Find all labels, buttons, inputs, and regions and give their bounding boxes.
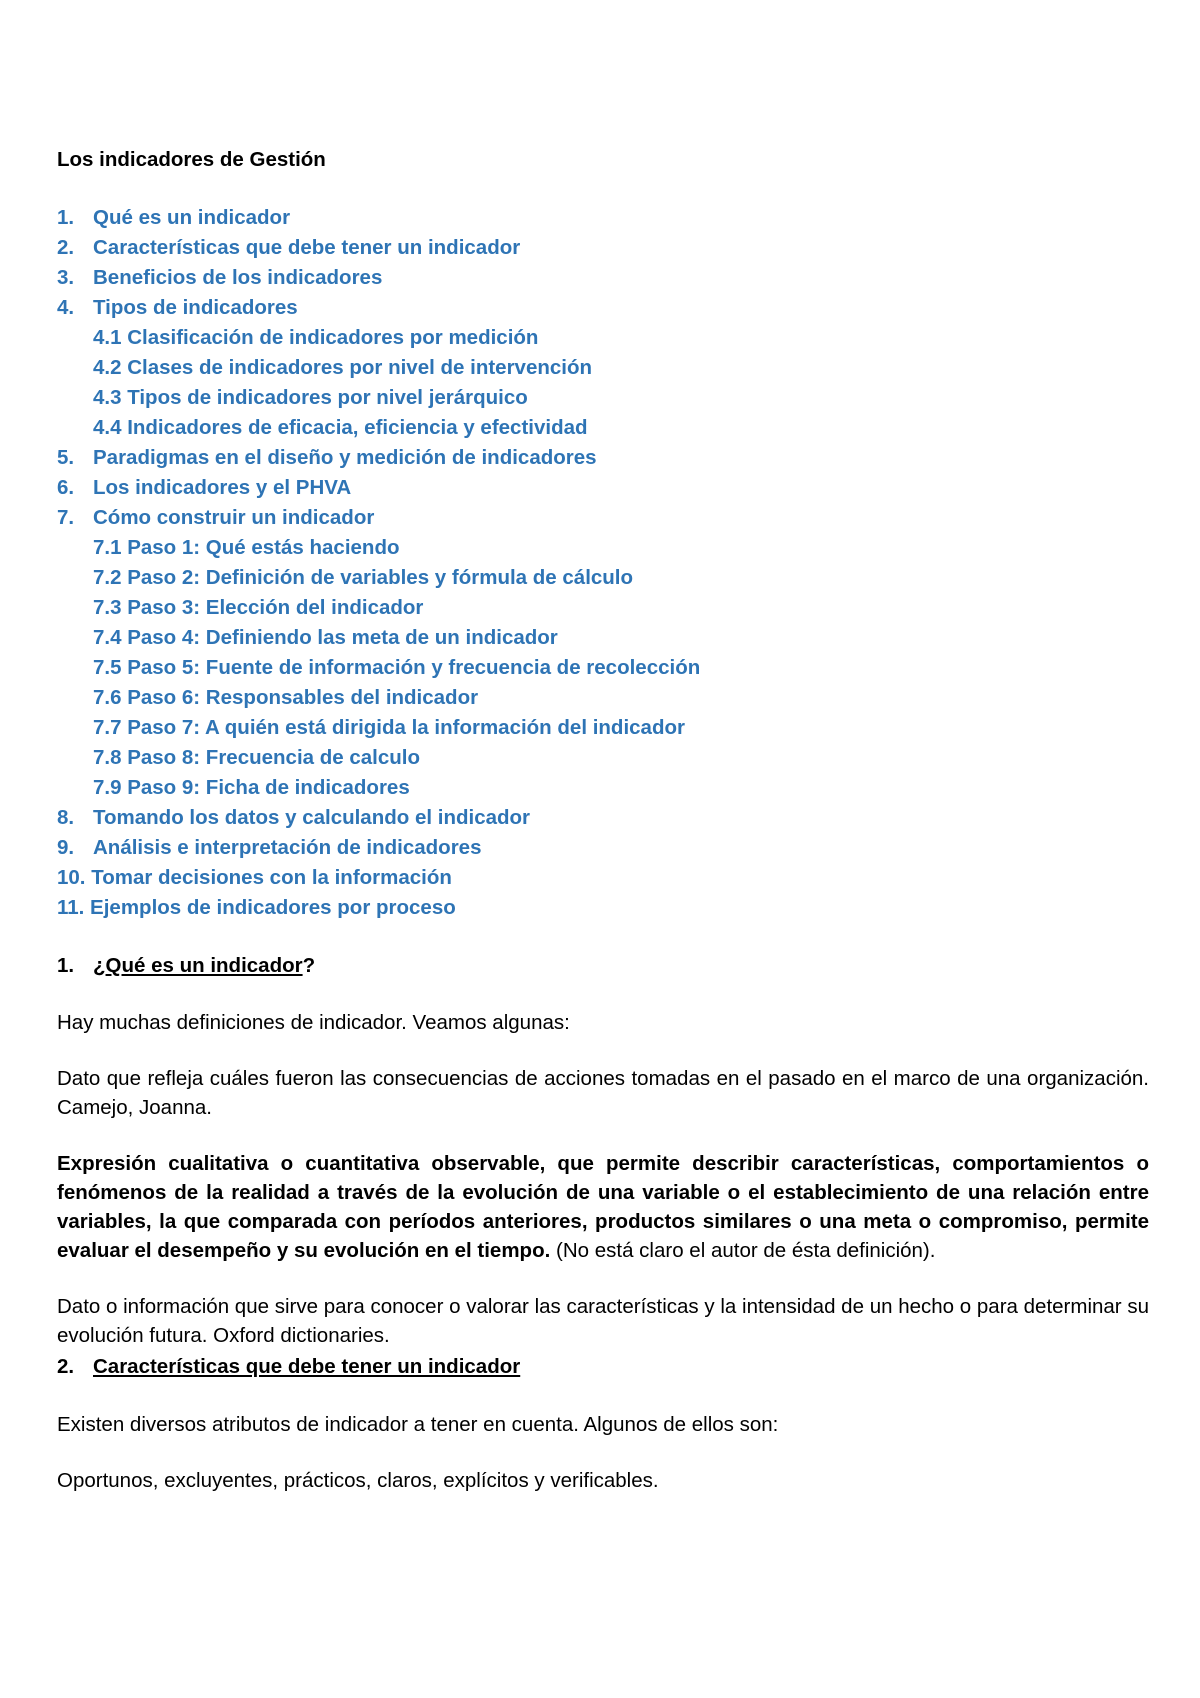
toc-item[interactable]: [57, 413, 1149, 443]
toc-item[interactable]: [57, 683, 1149, 713]
toc-item-number: 6.: [57, 476, 75, 499]
toc-item-label: Beneficios de los indicadores: [93, 266, 383, 289]
toc-item-number: 9.: [57, 836, 75, 859]
definition-1: Dato que refleja cuáles fueron las consecuencias de acciones tomadas en el pasado en el marco de una organización. Camejo, Joanna.: [57, 1067, 1149, 1119]
toc-item-label: 10. Tomar decisiones con la información: [57, 866, 452, 889]
toc-item[interactable]: [57, 203, 1149, 233]
toc-item-number: 4.: [57, 296, 75, 319]
toc-item-label: 7.1 Paso 1: Qué estás haciendo: [93, 536, 400, 559]
document-body: [57, 145, 1149, 1495]
section-1-heading-suffix: ?: [302, 954, 316, 977]
toc-item[interactable]: [57, 593, 1149, 623]
definition-2-bold: Expresión cualitativa o cuantitativa observable, que permite describir características, comportamientos o fenómenos de la realidad a través de la evolución de una variable o el establecimiento de una relación entre variables, la que comparada con períodos anteriores, productos similares o una meta o compromiso, permite evaluar el desempeño y su evolución en el tiempo.: [57, 1152, 1149, 1262]
toc-item-label: Características que debe tener un indicador: [93, 236, 521, 259]
toc-item-label: 7.5 Paso 5: Fuente de información y frecuencia de recolección: [93, 656, 701, 679]
toc-item-label: Tipos de indicadores: [93, 296, 298, 319]
section-2-heading-link[interactable]: Características que debe tener un indicador: [93, 1355, 521, 1378]
toc-item-number: 2.: [57, 236, 75, 259]
toc-item-label: Paradigmas en el diseño y medición de indicadores: [93, 446, 597, 469]
toc-item[interactable]: [57, 473, 1149, 503]
toc-item-label: Cómo construir un indicador: [93, 506, 375, 529]
toc-item-number: 1.: [57, 206, 75, 229]
toc-item[interactable]: [57, 803, 1149, 833]
toc-item[interactable]: [57, 773, 1149, 803]
toc-item-number: 5.: [57, 446, 75, 469]
definition-2-note: (No está claro el autor de ésta definición).: [550, 1239, 936, 1262]
toc-item-number: 8.: [57, 806, 75, 829]
section-2-attributes: Oportunos, excluyentes, prácticos, claros, explícitos y verificables.: [57, 1469, 659, 1492]
toc-item-label: 7.3 Paso 3: Elección del indicador: [93, 596, 424, 619]
toc-item-label: 4.4 Indicadores de eficacia, eficiencia y efectividad: [93, 416, 588, 439]
toc-item[interactable]: [57, 323, 1149, 353]
section-1-heading: [57, 951, 1149, 981]
toc-item[interactable]: [57, 743, 1149, 773]
toc-item-label: Qué es un indicador: [93, 206, 291, 229]
toc-item-label: 7.2 Paso 2: Definición de variables y fórmula de cálculo: [93, 566, 634, 589]
toc-item[interactable]: [57, 863, 1149, 893]
toc-item[interactable]: [57, 293, 1149, 323]
definition-3: Dato o información que sirve para conocer o valorar las características y la intensidad de un hecho o para determinar su evolución futura. Oxford dictionaries.: [57, 1295, 1149, 1347]
toc-item-label: 7.7 Paso 7: A quién está dirigida la información del indicador: [93, 716, 685, 739]
section-1-heading-prefix: ¿: [93, 954, 106, 977]
toc-item[interactable]: [57, 833, 1149, 863]
toc-item[interactable]: [57, 533, 1149, 563]
toc-item[interactable]: [57, 443, 1149, 473]
toc-item[interactable]: [57, 263, 1149, 293]
toc-item[interactable]: [57, 713, 1149, 743]
section-2-number: 2.: [57, 1355, 75, 1378]
toc-item-label: 7.9 Paso 9: Ficha de indicadores: [93, 776, 410, 799]
toc-item-number: 3.: [57, 266, 75, 289]
toc-item-label: 7.4 Paso 4: Definiendo las meta de un indicador: [93, 626, 558, 649]
toc-item-label: 4.3 Tipos de indicadores por nivel jerárquico: [93, 386, 528, 409]
toc-item-number: 7.: [57, 506, 75, 529]
toc-item-label: Análisis e interpretación de indicadores: [93, 836, 482, 859]
toc-item[interactable]: [57, 623, 1149, 653]
toc-item[interactable]: [57, 353, 1149, 383]
toc-item-label: 7.6 Paso 6: Responsables del indicador: [93, 686, 479, 709]
toc-item[interactable]: [57, 563, 1149, 593]
toc-item-label: 4.2 Clases de indicadores por nivel de intervención: [93, 356, 593, 379]
section-1-number: 1.: [57, 954, 75, 977]
toc-item[interactable]: [57, 383, 1149, 413]
section-2-intro: Existen diversos atributos de indicador a tener en cuenta. Algunos de ellos son:: [57, 1413, 779, 1436]
toc-item-label: Tomando los datos y calculando el indicador: [93, 806, 531, 829]
section-2-heading: [57, 1352, 1149, 1382]
document-title: Los indicadores de Gestión: [57, 148, 326, 171]
section-1-intro: Hay muchas definiciones de indicador. Veamos algunas:: [57, 1011, 570, 1034]
table-of-contents: [57, 203, 1149, 923]
section-1-heading-link[interactable]: Qué es un indicador: [105, 954, 303, 977]
definition-2: [57, 1149, 1149, 1265]
toc-item[interactable]: [57, 653, 1149, 683]
toc-item-label: 4.1 Clasificación de indicadores por medición: [93, 326, 539, 349]
toc-item[interactable]: [57, 893, 1149, 923]
toc-item-label: Los indicadores y el PHVA: [93, 476, 352, 499]
toc-item-label: 11. Ejemplos de indicadores por proceso: [57, 896, 456, 919]
toc-item[interactable]: [57, 503, 1149, 533]
toc-item-label: 7.8 Paso 8: Frecuencia de calculo: [93, 746, 421, 769]
toc-item[interactable]: [57, 233, 1149, 263]
